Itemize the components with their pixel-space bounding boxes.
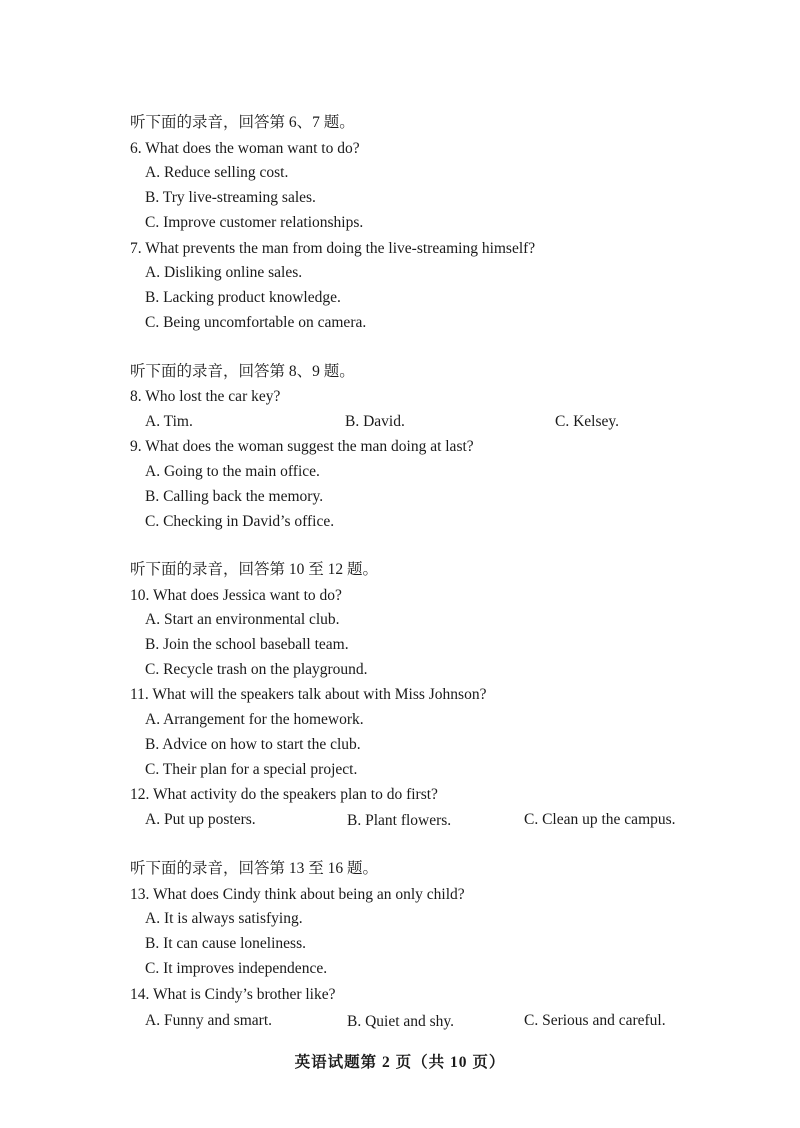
q14-option-c: C. Serious and careful. (524, 1012, 666, 1029)
question-12: 12. What activity do the speakers plan to do first? (130, 786, 438, 803)
q12-option-a: A. Put up posters. (145, 811, 256, 828)
q9-option-b: B. Calling back the memory. (145, 488, 324, 505)
q9-option-a: A. Going to the main office. (145, 463, 320, 480)
section-header-10-12: 听下面的录音，回答第 10 至 12 题。 (130, 561, 379, 578)
q8-option-a: A. Tim. (145, 413, 193, 430)
page-footer: 英语试题第 2 页（共 10 页） (294, 1054, 506, 1071)
q7-option-b: B. Lacking product knowledge. (145, 289, 341, 306)
q10-option-c: C. Recycle trash on the playground. (145, 661, 368, 678)
section-header-8-9: 听下面的录音，回答第 8、9 题。 (130, 363, 355, 380)
q7-option-a: A. Disliking online sales. (145, 264, 303, 281)
question-6: 6. What does the woman want to do? (130, 140, 360, 157)
q12-option-b: B. Plant flowers. (347, 812, 452, 829)
section-header-13-16: 听下面的录音，回答第 13 至 16 题。 (130, 860, 379, 877)
q8-option-c: C. Kelsey. (555, 413, 619, 430)
q13-option-b: B. It can cause loneliness. (145, 935, 306, 952)
q13-option-c: C. It improves independence. (145, 960, 328, 977)
question-14: 14. What is Cindy’s brother like? (130, 986, 336, 1003)
question-8: 8. Who lost the car key? (130, 388, 281, 405)
question-9: 9. What does the woman suggest the man doing at last? (130, 438, 474, 455)
q12-option-c: C. Clean up the campus. (524, 811, 676, 828)
q9-option-c: C. Checking in David’s office. (145, 513, 335, 530)
q13-option-a: A. It is always satisfying. (145, 910, 303, 927)
section-header-6-7: 听下面的录音，回答第 6、7 题。 (130, 114, 355, 131)
question-13: 13. What does Cindy think about being an only child? (130, 886, 465, 903)
q6-option-a: A. Reduce selling cost. (145, 164, 289, 181)
q11-option-c: C. Their plan for a special project. (145, 761, 358, 778)
question-10: 10. What does Jessica want to do? (130, 587, 342, 604)
q7-option-c: C. Being uncomfortable on camera. (145, 314, 367, 331)
question-7: 7. What prevents the man from doing the live-streaming himself? (130, 240, 536, 257)
q11-option-b: B. Advice on how to start the club. (145, 736, 361, 753)
q10-option-a: A. Start an environmental club. (145, 611, 340, 628)
q11-option-a: A. Arrangement for the homework. (145, 711, 364, 728)
q14-option-a: A. Funny and smart. (145, 1012, 273, 1029)
question-11: 11. What will the speakers talk about with Miss Johnson? (130, 686, 487, 703)
q6-option-b: B. Try live-streaming sales. (145, 189, 316, 206)
q10-option-b: B. Join the school baseball team. (145, 636, 349, 653)
q8-option-b: B. David. (345, 413, 405, 430)
q6-option-c: C. Improve customer relationships. (145, 214, 364, 231)
q14-option-b: B. Quiet and shy. (347, 1013, 455, 1030)
